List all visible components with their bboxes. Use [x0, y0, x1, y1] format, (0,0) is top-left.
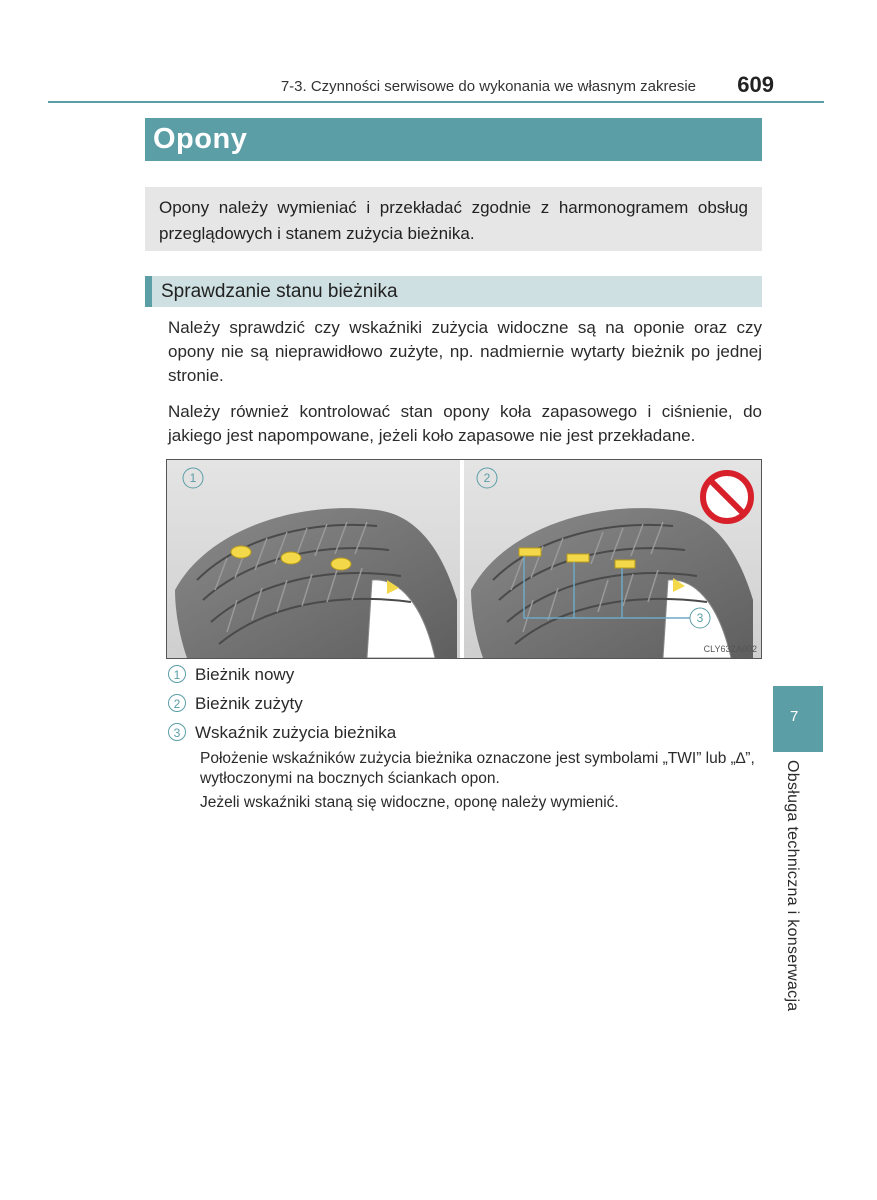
panel-worn-tread — [464, 460, 761, 658]
legend-item — [168, 693, 468, 715]
legend-label: Wskaźnik zużycia bieżnika — [195, 723, 397, 742]
note-paragraph: Jeżeli wskaźniki staną się widoczne, oponę należy wymienić. — [200, 794, 619, 811]
wear-indicator — [231, 546, 251, 558]
wear-indicator — [519, 548, 541, 556]
wear-indicator — [615, 560, 635, 568]
legend-label: Bieżnik zużyty — [195, 694, 303, 713]
legend-item — [168, 664, 468, 686]
panel-1-label: 1 — [189, 471, 197, 485]
prohibited-icon — [703, 473, 751, 521]
header-divider — [48, 101, 824, 103]
page-title: Opony — [145, 118, 762, 161]
section-paragraph-2: Należy również kontrolować stan opony koła zapasowego i ciśnienie, do jakiego jest napompowane, jeżeli koło zapasowe nie jest przekładane. — [168, 402, 762, 445]
chapter-tab-number: 7 — [790, 708, 799, 725]
legend-number: 2 — [168, 694, 186, 712]
legend-label: Bieżnik nowy — [195, 665, 295, 684]
figure-code: CLY63ZA002 — [703, 644, 757, 654]
intro-box: Opony należy wymieniać i przekładać zgodnie z harmonogramem obsług przeglądowych i stanem zużycia bieżnika. — [145, 187, 762, 251]
legend-item — [168, 722, 468, 744]
chapter-tab — [773, 686, 823, 752]
panel-2-label: 2 — [483, 471, 491, 485]
wear-indicator — [281, 552, 301, 564]
section-paragraph-1: Należy sprawdzić czy wskaźniki zużycia widoczne są na oponie oraz czy opony nie są nieprawidłowo zużyte, np. nadmiernie wytarty bieżnik po jednej stronie. — [168, 318, 762, 385]
wear-indicator — [567, 554, 589, 562]
legend-number: 1 — [168, 665, 186, 683]
tire-tread-figure — [166, 459, 762, 659]
panel-new-tread — [167, 460, 460, 658]
chapter-tab-title: Obsługa techniczna i konserwacja — [784, 760, 801, 1012]
note-paragraph: Położenie wskaźników zużycia bieżnika oznaczone jest symbolami „TWI” lub „∆”, wytłoczonymi na bocznych ściankach opon. — [200, 750, 755, 787]
section-heading: Sprawdzanie stanu bieżnika — [145, 276, 762, 307]
legend-number: 3 — [168, 723, 186, 741]
wear-indicator — [331, 558, 351, 570]
callout-label: 3 — [696, 611, 704, 625]
page-number: 609 — [737, 72, 774, 97]
header-chapter-title: 7-3. Czynności serwisowe do wykonania we własnym zakresie — [280, 78, 696, 95]
tire-illustration — [167, 460, 761, 658]
